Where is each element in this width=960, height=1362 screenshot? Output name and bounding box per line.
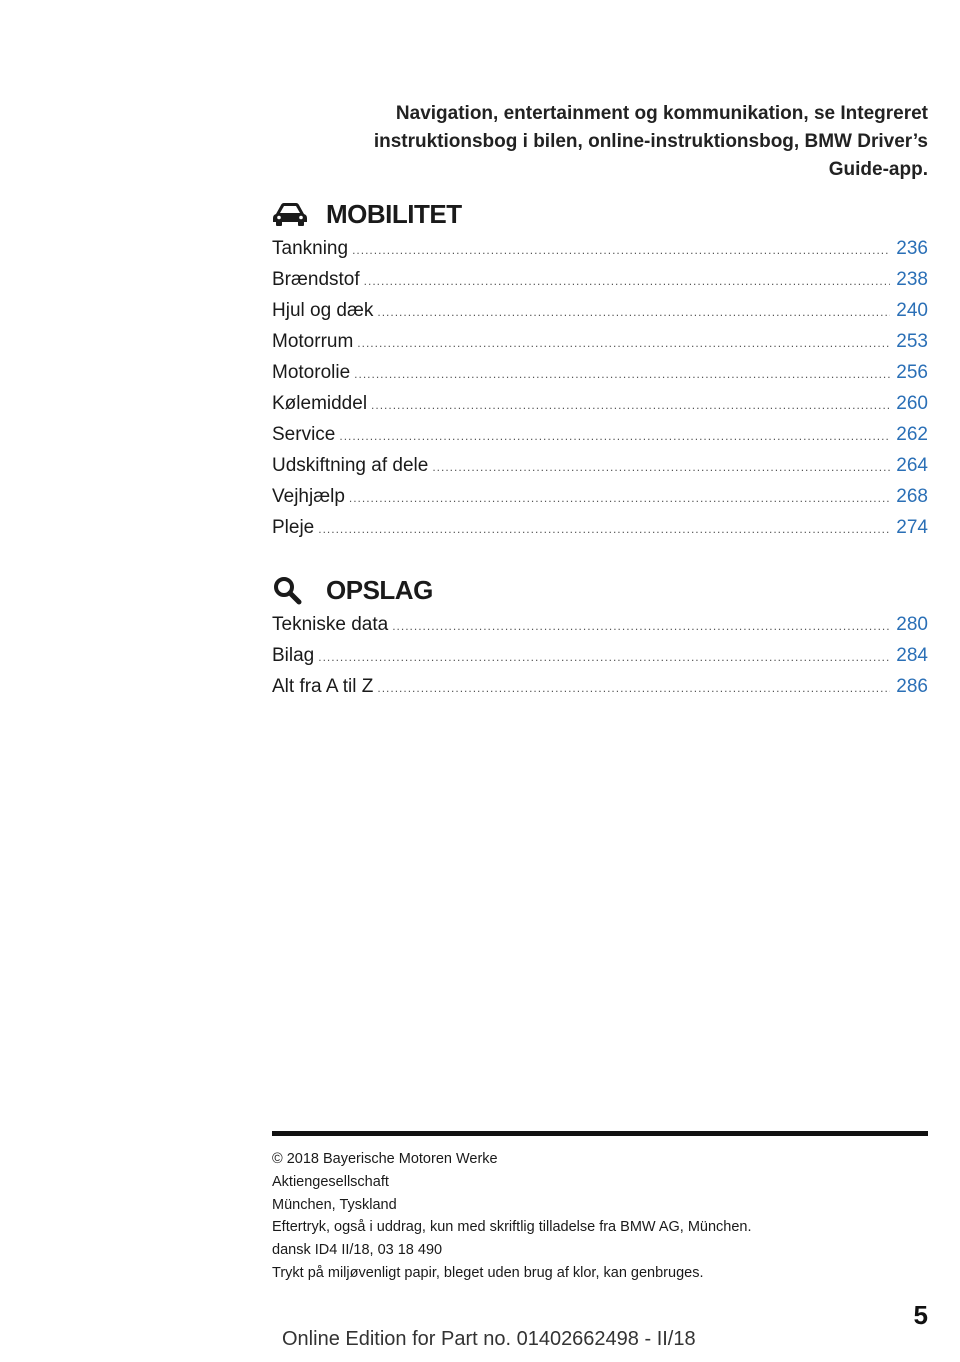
toc-entry[interactable]	[272, 238, 928, 269]
imprint-line: Trykt på miljøvenligt papir, bleget uden brug af klor, kan genbruges.	[272, 1264, 704, 1281]
toc-entry[interactable]	[272, 486, 928, 517]
dot-leader	[349, 491, 890, 505]
toc-entry[interactable]	[272, 269, 928, 300]
section-mobilitet	[272, 194, 928, 548]
dot-leader	[377, 681, 890, 695]
toc-entry[interactable]	[272, 455, 928, 486]
imprint-line: © 2018 Bayerische Motoren Werke	[272, 1151, 498, 1167]
dot-leader	[364, 274, 891, 288]
footer-divider	[272, 1131, 928, 1136]
toc-label: Udskiftning af dele	[272, 455, 429, 476]
toc-label: Motorrum	[272, 331, 354, 352]
imprint-line: München, Tyskland	[272, 1196, 397, 1213]
dot-leader	[357, 336, 890, 350]
magnifier-icon	[272, 574, 312, 606]
section-header	[272, 570, 928, 610]
car-icon	[272, 198, 312, 230]
toc-page-link[interactable]: 286	[896, 676, 928, 697]
imprint-line: dansk ID4 II/18, 03 18 490	[272, 1242, 443, 1259]
toc-page-link[interactable]: 262	[896, 424, 928, 445]
section-opslag	[272, 570, 928, 707]
dot-leader	[354, 367, 890, 381]
toc-entry[interactable]	[272, 424, 928, 455]
intro-line: Navigation, entertainment og kommunikation, se Integreret	[395, 103, 928, 124]
section-title: OPSLAG	[326, 574, 433, 605]
toc-page-link[interactable]: 253	[896, 331, 928, 352]
intro-line: instruktionsbog i bilen, online-instruktionsbog, BMW Driver’s	[373, 131, 928, 152]
section-title: MOBILITET	[326, 198, 462, 229]
page-number: 5	[913, 1300, 928, 1330]
toc-entry[interactable]	[272, 362, 928, 393]
toc-entry[interactable]	[272, 393, 928, 424]
toc-entry[interactable]	[272, 331, 928, 362]
intro-note	[300, 100, 928, 184]
toc-entry[interactable]	[272, 517, 928, 548]
edition-note: Online Edition for Part no. 01402662498 - II/18	[282, 1328, 696, 1350]
toc-page-link[interactable]: 268	[896, 486, 928, 507]
toc-page-link[interactable]: 238	[896, 269, 928, 290]
toc-label: Bilag	[272, 645, 315, 666]
toc-page-link[interactable]: 284	[896, 645, 928, 666]
dot-leader	[392, 619, 890, 633]
toc-entry[interactable]	[272, 676, 928, 707]
toc-entry[interactable]	[272, 645, 928, 676]
dot-leader	[432, 460, 890, 474]
toc-label: Kølemiddel	[272, 393, 368, 414]
toc-page-link[interactable]: 256	[896, 362, 928, 383]
dot-leader	[371, 398, 890, 412]
toc-page-link[interactable]: 236	[896, 238, 928, 259]
toc-page-link[interactable]: 274	[896, 517, 928, 538]
toc-label: Brændstof	[272, 269, 360, 290]
toc-page-link[interactable]: 260	[896, 393, 928, 414]
toc-label: Hjul og dæk	[272, 300, 374, 321]
intro-line: Guide-app.	[828, 159, 928, 180]
toc-page-link[interactable]: 280	[896, 614, 928, 635]
imprint-line: Eftertryk, også i uddrag, kun med skriftlig tilladelse fra BMW AG, München.	[272, 1219, 752, 1236]
toc-page-link[interactable]: 264	[896, 455, 928, 476]
toc-entry[interactable]	[272, 300, 928, 331]
toc-label: Motorolie	[272, 362, 351, 383]
dot-leader	[339, 429, 890, 443]
toc-page-link[interactable]: 240	[896, 300, 928, 321]
toc-label: Service	[272, 424, 336, 445]
toc-label: Pleje	[272, 517, 315, 538]
dot-leader	[318, 522, 890, 536]
toc-entry[interactable]	[272, 614, 928, 645]
dot-leader	[377, 305, 890, 319]
toc-label: Vejhjælp	[272, 486, 345, 507]
toc-label: Alt fra A til Z	[272, 676, 374, 697]
imprint	[272, 1148, 928, 1285]
toc-label: Tankning	[272, 238, 349, 259]
toc-label: Tekniske data	[272, 614, 389, 635]
section-header	[272, 194, 928, 234]
imprint-line: Aktiengesellschaft	[272, 1173, 389, 1190]
dot-leader	[318, 650, 890, 664]
dot-leader	[352, 243, 890, 257]
